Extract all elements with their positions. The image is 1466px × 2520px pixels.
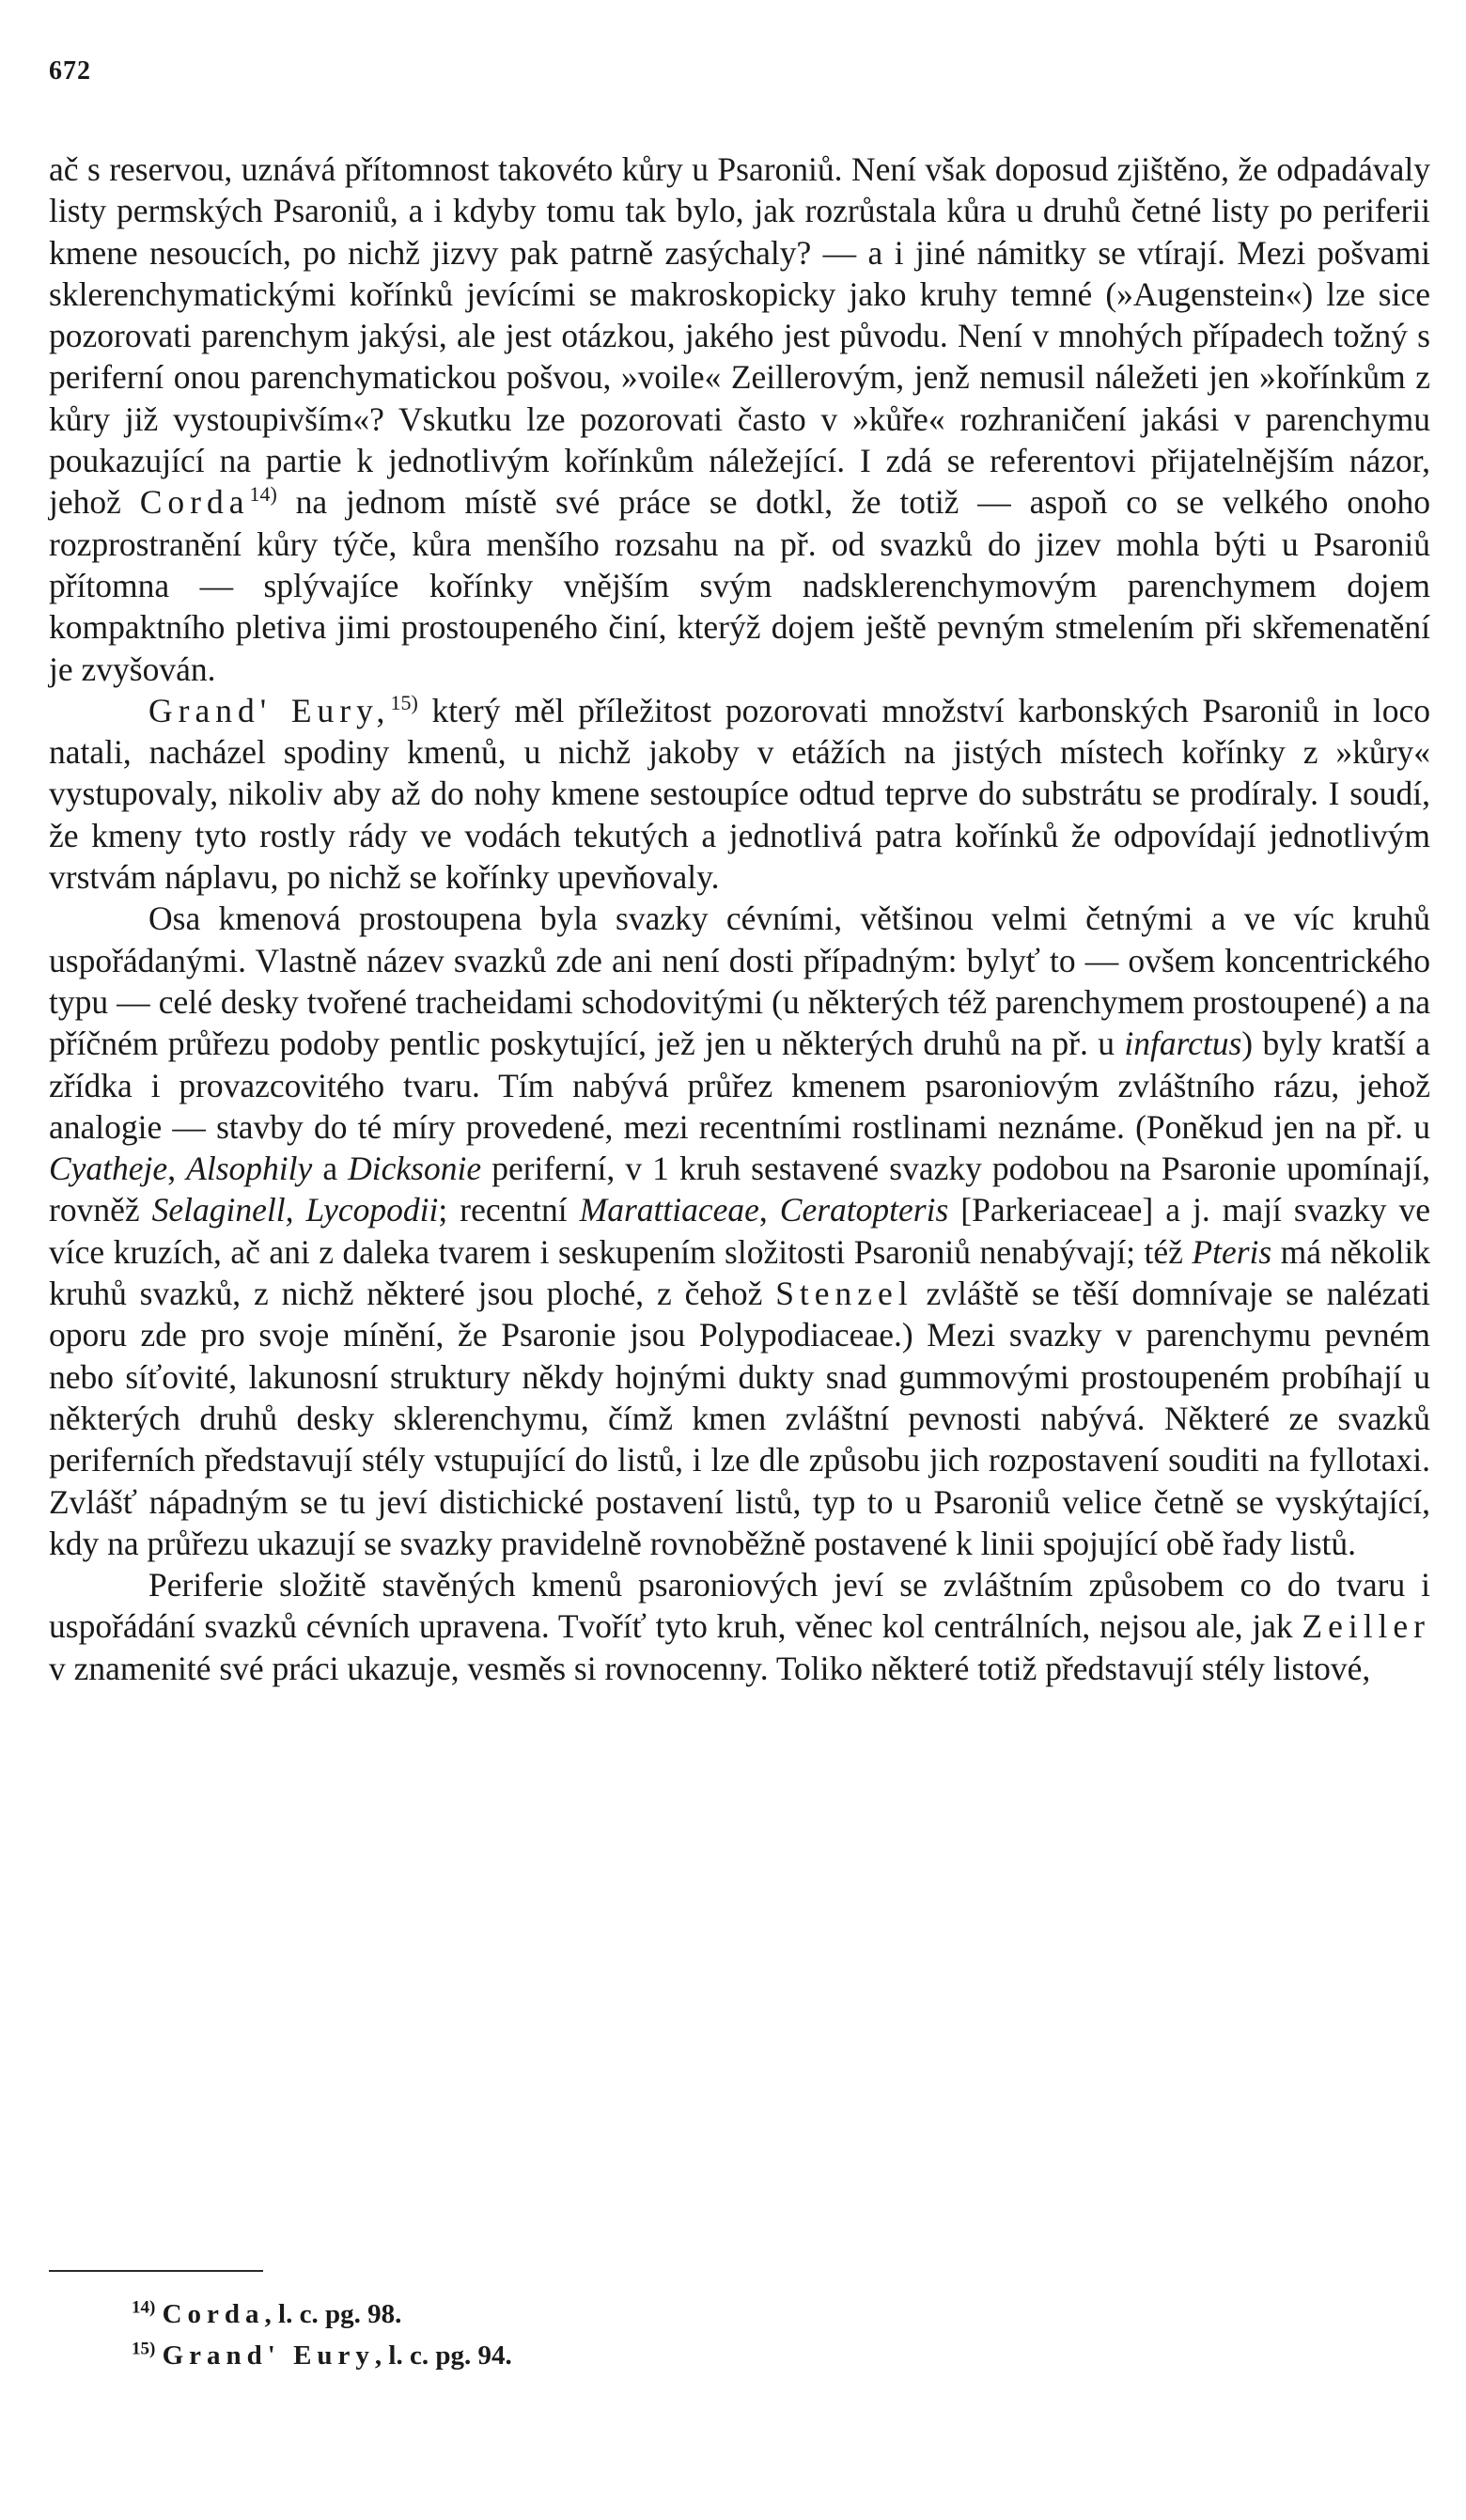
text-segment: periferní, v 1 kruh sestavené svazky podobou na Psaronie upomínají, rovněž (49, 1150, 1430, 1229)
footnote-text: , l. c. pg. 98. (264, 2299, 402, 2329)
text-segment: ) byly kratší a zřídka i provazcovitého tvaru. Tím nabývá průřez kmenem psaroniovým zvláštního rázu, jehož analogie — stavby do té míry provedené, mezi recentními rostlinami neznáme. (Poněkud jen na př. u (49, 1025, 1430, 1146)
text-segment: [Parkeriaceae] a j. mají svazky ve více kruzích, ač ani z daleka tvarem i seskupením složitosti Psaroniů nenabývají; též (49, 1191, 1431, 1271)
body-text (49, 149, 1430, 1689)
paragraph (49, 898, 1430, 1564)
taxon-name: Cyatheje (49, 1150, 168, 1188)
text-segment: ; recentní (438, 1191, 580, 1229)
text-segment: Osa kmenová prostoupena byla svazky cévními, většinou velmi četnými a ve víc kruhů uspořádanými. Vlastně název svazků zde ani není dosti případným: bylyť to — ovšem koncentrického typu — celé desky tvořené tracheidami schodovitými (u některých též parenchymem prostoupené) a na příčném průřezu podoby pentlic poskytující, jež jen u některých druhů na př. u (49, 900, 1430, 1063)
text-segment: v znamenité své práci ukazuje, vesměs si rovnocenny. Toliko některé totiž představují stély listové, (49, 1649, 1371, 1687)
taxon-name: Alsophily (186, 1150, 313, 1188)
footnote-mark: 14) (132, 2297, 156, 2318)
footnote-divider (49, 2270, 263, 2272)
taxon-name: Pteris (1192, 1232, 1272, 1271)
footnote-reference: 15) (390, 691, 418, 715)
footnote-reference: 14) (249, 482, 277, 507)
paragraph (49, 690, 1430, 898)
text-segment: zvláště se těší domnívaje se nalézati oporu zde pro svoje mínění, že Psaronie jsou Polypodiaceae.) Mezi svazky v parenchymu pevném nebo síťovité, lakunosní struktury někdy hojnými dukty snad gummovými prostoupeném probíhají u některých druhů desky sklerenchymu, čímž kmen zvláštní pevnosti nabývá. Některé ze svazků periferních představují stély vstupující do listů, i lze dle způsobu jich rozpostavení souditi na fyllotaxi. Zvlášť nápadným se tu jeví distichické postavení listů, typ to u Psaroniů velice četně se vyskýtající, kdy na průřezu ukazují se svazky pravidelně rovnoběžně postavené k linii spojující obě řady listů. (49, 1275, 1430, 1562)
taxon-name: Ceratopteris (779, 1191, 949, 1229)
footnote-author: Corda (162, 2299, 265, 2329)
taxon-name: Selaginell, Lycopodii (151, 1191, 439, 1229)
footnote-author: Grand' Eury (162, 2340, 375, 2371)
text-segment: ač s reservou, uznává přítomnost takovéto kůry u Psaroniů. Není však doposud zjištěno, že odpadávaly listy permských Psaroniů, a i kdyby tomu tak bylo, jak rozrůstala kůra u druhů četné listy po periferii kmene nesoucích, po nichž jizvy pak patrně zasýchaly? — a i jiné námitky se vtírají. Mezi pošvami sklerenchymatickými kořínků jevícími se makroskopicky jako kruhy temné (»Augenstein«) lze sice pozorovati parenchym jakýsi, ale jest otázkou, jakého jest původu. Není v mnohých případech tožný s periferní onou parenchymatickou pošvou, »voile« Zeillerovým, jenž nemusil náležeti jen »kořínkům z kůry již vystoupivším«? Vskutku lze pozorovati často v »kůře« rozhraničení jakási v parenchymu poukazující na partie k jednotlivým kořínkům náležející. I zdá se referentovi přijatelnějším názor, jehož (49, 150, 1430, 522)
author-name: Grand' Eury, (148, 691, 391, 729)
text-segment: a (312, 1150, 349, 1188)
footnote-14 (132, 2293, 512, 2335)
footnote-text: , l. c. pg. 94. (374, 2340, 512, 2371)
footnotes (132, 2293, 512, 2376)
author-name: Zeiller (1302, 1607, 1430, 1646)
taxon-name: infarctus (1124, 1025, 1242, 1063)
taxon-name: Marattiaceae (579, 1191, 759, 1229)
text-segment: , (167, 1150, 187, 1188)
author-name: Stenzel (775, 1275, 913, 1313)
text-segment: má několik kruhů svazků, z nichž některé jsou ploché, z čehož (49, 1232, 1431, 1313)
paragraph (49, 149, 1430, 690)
page-number: 672 (49, 56, 91, 86)
text-segment: , (758, 1191, 780, 1229)
footnote-15 (132, 2335, 512, 2376)
taxon-name: Dicksonie (348, 1150, 482, 1188)
text-segment: který měl příležitost pozorovati množství karbonských Psaroniů in loco natali, nacházel spodiny kmenů, u nichž jakoby v etážích na jistých místech kořínky z »kůry« vystupovaly, nikoliv aby až do nohy kmene sestoupíce odtud teprve do substrátu se prodíraly. I soudí, že kmeny tyto rostly rády ve vodách tekutých a jednotlivá patra kořínků že odpovídají jednotlivým vrstvám náplavu, po nichž se kořínky upevňovaly. (49, 691, 1430, 897)
paragraph (49, 1564, 1430, 1689)
author-name: Corda (139, 483, 250, 522)
text-segment: Periferie složitě stavěných kmenů psaroniových jeví se zvláštním způsobem co do tvaru i uspořádání svazků cévních upravena. Tvoříť tyto kruh, věnec kol centrálních, nejsou ale, jak (49, 1566, 1430, 1646)
text-segment: na jednom místě své práce se dotkl, že totiž — aspoň co se velkého onoho rozprostranění kůry týče, kůra menšího rozsahu na př. od svazků do jizev mohla býti u Psaroniů přítomna — splývajíce kořínky vnějším svým nadsklerenchymovým parenchymem dojem kompaktního pletiva jimi prostoupeného činí, kterýž dojem ještě pevným stmelením při skřemenatění je zvyšován. (49, 483, 1430, 688)
footnote-mark: 15) (132, 2339, 156, 2359)
